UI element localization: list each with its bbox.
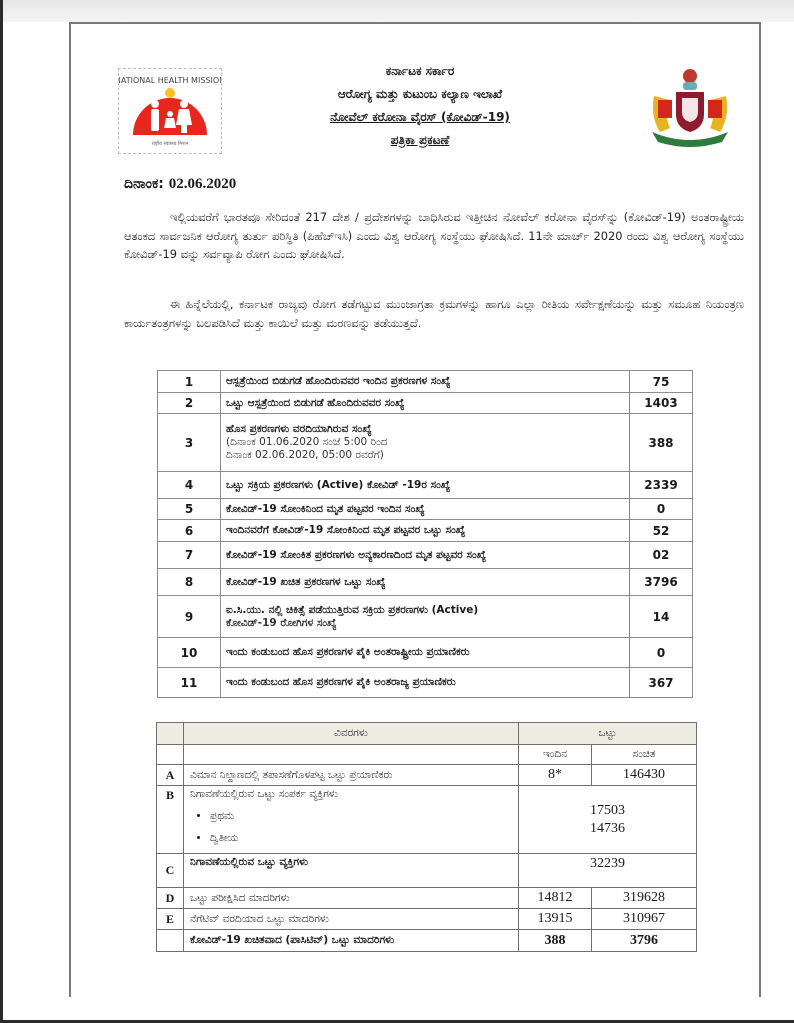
svg-text:NATIONAL HEALTH MISSION: NATIONAL HEALTH MISSION (119, 76, 221, 85)
paragraph-1: ಇಲ್ಲಿಯವರೆಗೆ ಭಾರತವೂ ಸೇರಿದಂತೆ 217 ದೇಶ / ಪ್ರದೇಶಗಳನ್ನು ಬಾಧಿಸಿರುವ ಇತ್ತೀಚಿನ ನೋವೆಲ್ ಕರೋನಾ ವೈರಸ್‌ನ್ನು (ಕೋವಿಡ್-19) ಅಂತರಾಷ್ಟ್ರೀಯ ಆತಂಕದ ಸಾರ್ವಜನಿಕ ಆರೋಗ್ಯ ತುರ್ತು ಪರಿಸ್ಥಿತಿ (ಪಿಹೆಚ್‌ಇಸಿ) ಎಂದು ವಿಶ್ವ ಆರೋಗ್ಯ ಸಂಸ್ಥೆಯು ಘೋಷಿಸಿದೆ. 11ನೇ ಮಾರ್ಚ್ 2020 ರಂದು ವಿಶ್ವ ಆರೋಗ್ಯ ಸಂಸ್ಥೆಯು ಕೋವಿಡ್-19 ವನ್ನು ಸರ್ವವ್ಯಾಪಿ ರೋಗ ಎಂದು ಘೋಷಿಸಿದೆ. (124, 210, 744, 261)
date-label: ದಿನಾಂಕ: (124, 176, 164, 192)
row-description: ನೆಗೆಟಿವ್ ವರದಿಯಾದ ಒಟ್ಟು ಮಾದರಿಗಳು (184, 909, 519, 930)
row-cumulative: 310967 (592, 909, 697, 930)
table-row (158, 393, 693, 414)
row-cumulative: 146430 (592, 765, 697, 786)
row-today: 8* (519, 765, 592, 786)
row-description (184, 786, 519, 854)
nhm-logo-icon (118, 68, 222, 154)
row-description (221, 414, 630, 472)
row-description: ಒಟ್ಟು ಪರೀಕ್ಷಿಸಿದ ಮಾದರಿಗಳು (184, 888, 519, 909)
subject-title: ನೋವೆಲ್ ಕರೋನಾ ವೈರಸ್ (ಕೋವಿಡ್-19) (330, 110, 510, 124)
table-row (157, 786, 697, 854)
row-today: 388 (519, 930, 592, 952)
subheader-row (157, 745, 697, 765)
header-blank (157, 723, 184, 745)
row-number: 1 (158, 371, 221, 393)
row-value: 0 (630, 638, 693, 668)
summary-table (157, 370, 693, 698)
table-row (158, 638, 693, 668)
row-description: ಕೋವಿಡ್-19 ಖಚಿತ ಪ್ರಕರಣಗಳ ಒಟ್ಟು ಸಂಖ್ಯೆ (221, 569, 630, 596)
row-number: 4 (158, 472, 221, 499)
row-cumulative: 3796 (592, 930, 697, 952)
table-row (158, 472, 693, 499)
row-letter: D (157, 888, 184, 909)
table-row (158, 520, 693, 542)
row-description-main: ಹೊಸ ಪ್ರಕರಣಗಳು ವರದಿಯಾಗಿರುವ ಸಂಖ್ಯೆ (226, 423, 372, 435)
date-value: 02.06.2020 (168, 176, 237, 192)
govt-title: ಕರ್ನಾಟಕ ಸರ್ಕಾರ (385, 64, 455, 78)
row-description-sub: ಕೋವಿಡ್-19 ರೋಗಿಗಳ ಸಂಖ್ಯೆ (226, 616, 337, 629)
row-description: ಕೋವಿಡ್-19 ಸೋಂಕಿನಿಂದ ಮೃತ ಪಟ್ಟವರ ಇಂದಿನ ಸಂಖ್ಯೆ (221, 499, 630, 520)
table-row (157, 888, 697, 909)
row-value: 1403 (630, 393, 693, 414)
details-table (156, 722, 697, 952)
row-letter: A (157, 765, 184, 786)
row-number: 2 (158, 393, 221, 414)
row-cumulative: 319628 (592, 888, 697, 909)
table-row (158, 414, 693, 472)
press-release-title: ಪತ್ರಿಕಾ ಪ್ರಕಟಣೆ (390, 133, 450, 147)
department-title: ಆರೋಗ್ಯ ಮತ್ತು ಕುಟುಂಬ ಕಲ್ಯಾಣ ಇಲಾಖೆ (337, 87, 503, 101)
row-description-main: ನಿಗಾವಣೆಯಲ್ಲಿರುವ ಒಟ್ಟು ಸಂಪರ್ಕ ವ್ಯಕ್ತಿಗಳು (190, 788, 338, 800)
viewer-left-edge (0, 0, 3, 1023)
row-number: 3 (158, 414, 221, 472)
table-row (158, 371, 693, 393)
row-description-sub: ದಿನಾಂಕ 02.06.2020, 05:00 ರವರೆಗೆ) (226, 449, 384, 461)
row-value: 52 (630, 520, 693, 542)
header-row (157, 723, 697, 745)
row-number: 6 (158, 520, 221, 542)
table-row (157, 765, 697, 786)
row-description: ಒಟ್ಟು ಆಸ್ಪತ್ರೆಯಿಂದ ಬಿಡುಗಡೆ ಹೊಂದಿರುವವರ ಸಂಖ್ಯೆ (221, 393, 630, 414)
row-description: ಕೋವಿಡ್-19 ಸೋಂಕಿತ ಪ್ರಕರಣಗಳು ಅನ್ಯಕಾರಣದಿಂದ ಮೃತ ಪಟ್ಟವರ ಸಂಖ್ಯೆ (221, 542, 630, 569)
table-row (157, 930, 697, 952)
row-description: ಆಸ್ಪತ್ರೆಯಿಂದ ಬಿಡುಗಡೆ ಹೊಂದಿರುವವರ ಇಂದಿನ ಪ್ರಕರಣಗಳ ಸಂಖ್ಯೆ (221, 371, 630, 393)
row-letter (157, 930, 184, 952)
date-line (124, 176, 236, 193)
table-row (158, 499, 693, 520)
header-cumulative: ಸಂಚಿತ (592, 745, 697, 765)
subheader-blank (184, 745, 519, 765)
row-value: 02 (630, 542, 693, 569)
row-description: ಇಂದು ಕಂಡುಬಂದ ಹೊಸ ಪ್ರಕರಣಗಳ ಪೈಕಿ ಅಂತರಾಷ್ಟ್ರೀಯ ಪ್ರಯಾಣಿಕರು (221, 638, 630, 668)
row-number: 11 (158, 668, 221, 698)
primary-contacts-value: 17503 (590, 802, 625, 818)
table-row (158, 668, 693, 698)
row-description-sub: (ದಿನಾಂಕ 01.06.2020 ಸಂಜೆ 5:00 ರಿಂದ (226, 436, 388, 448)
row-number: 10 (158, 638, 221, 668)
row-value: 0 (630, 499, 693, 520)
row-value: 3796 (630, 569, 693, 596)
secondary-contacts-value: 14736 (590, 820, 625, 836)
header-total: ಒಟ್ಟು (519, 723, 697, 745)
table-row (158, 569, 693, 596)
row-value: 367 (630, 668, 693, 698)
row-letter: C (157, 854, 184, 888)
row-description: ಒಟ್ಟು ಸಕ್ರಿಯ ಪ್ರಕರಣಗಳು (Active) ಕೋವಿಡ್ -19ರ ಸಂಖ್ಯೆ (221, 472, 630, 499)
row-description: ವಿಮಾನ ನಿಲ್ದಾಣದಲ್ಲಿ ತಪಾಸಣೆಗೊಳಪಟ್ಟ ಒಟ್ಟು ಪ್ರಯಾಣಿಕರು (184, 765, 519, 786)
row-today: 13915 (519, 909, 592, 930)
header-today: ಇಂದಿನ (519, 745, 592, 765)
row-description (221, 596, 630, 638)
row-value: 388 (630, 414, 693, 472)
row-description: ಇಂದಿನವರೆಗೆ ಕೋವಿಡ್-19 ಸೋಂಕಿನಿಂದ ಮೃತ ಪಟ್ಟವರ ಒಟ್ಟು ಸಂಖ್ಯೆ (221, 520, 630, 542)
svg-text:राष्ट्रीय स्वास्थ्य मिशन: राष्ट्रीय स्वास्थ्य मिशन (151, 141, 189, 147)
row-letter: B (157, 786, 184, 854)
row-values (519, 786, 697, 854)
row-description-main: ಐ.ಸಿ.ಯು. ನಲ್ಲಿ ಚಿಕಿತ್ಸೆ ಪಡೆಯುತ್ತಿರುವ ಸಕ್ರಿಯ ಪ್ರಕರಣಗಳು (Active) (226, 603, 479, 616)
subheader-blank (157, 745, 184, 765)
viewer-top-band (0, 0, 794, 22)
row-number: 5 (158, 499, 221, 520)
row-number: 9 (158, 596, 221, 638)
row-today: 14812 (519, 888, 592, 909)
header-details: ವಿವರಗಳು (184, 723, 519, 745)
row-value: 32239 (519, 854, 697, 888)
contact-list (190, 805, 512, 849)
row-description: ಕೋವಿಡ್-19 ಖಚಿತವಾದ (ಪಾಸಿಟಿವ್) ಒಟ್ಟು ಮಾದರಿಗಳು (184, 930, 519, 952)
table-row (157, 854, 697, 888)
row-description: ಇಂದು ಕಂಡುಬಂದ ಹೊಸ ಪ್ರಕರಣಗಳ ಪೈಕಿ ಅಂತರಾಜ್ಯ ಪ್ರಯಾಣಿಕರು (221, 668, 630, 698)
row-value: 75 (630, 371, 693, 393)
table-row (158, 596, 693, 638)
list-item-primary: • ಪ್ರಥಮ (210, 805, 512, 827)
row-value: 14 (630, 596, 693, 638)
row-letter: E (157, 909, 184, 930)
table-row (157, 909, 697, 930)
karnataka-emblem-icon (640, 66, 740, 154)
document-header (250, 60, 590, 152)
list-item-secondary: • ದ್ವಿತೀಯ (210, 827, 512, 849)
row-number: 7 (158, 542, 221, 569)
row-number: 8 (158, 569, 221, 596)
table-row (158, 542, 693, 569)
row-value: 2339 (630, 472, 693, 499)
row-description: ನಿಗಾವಣೆಯಲ್ಲಿರುವ ಒಟ್ಟು ವ್ಯಕ್ತಿಗಳು (184, 854, 519, 888)
paragraph-2: ಈ ಹಿನ್ನೆಲೆಯಲ್ಲಿ, ಕರ್ನಾಟಕ ರಾಜ್ಯವು ರೋಗ ತಡೆಗಟ್ಟುವ ಮುಂಜಾಗ್ರತಾ ಕ್ರಮಗಳನ್ನು ಹಾಗೂ ಎಲ್ಲಾ ರೀತಿಯ ಸರ್ವೇಕ್ಷಣೆಯನ್ನು ಮತ್ತು ಸಮೂಹ ನಿಯಂತ್ರಣ ಕಾರ್ಯತಂತ್ರಗಳನ್ನು ಬಲಪಡಿಸಿದೆ ಮತ್ತು ಕಾಯಿಲೆ ಮತ್ತು ಮರಣವನ್ನು ತಡೆಯುತ್ತದೆ. (124, 297, 744, 330)
